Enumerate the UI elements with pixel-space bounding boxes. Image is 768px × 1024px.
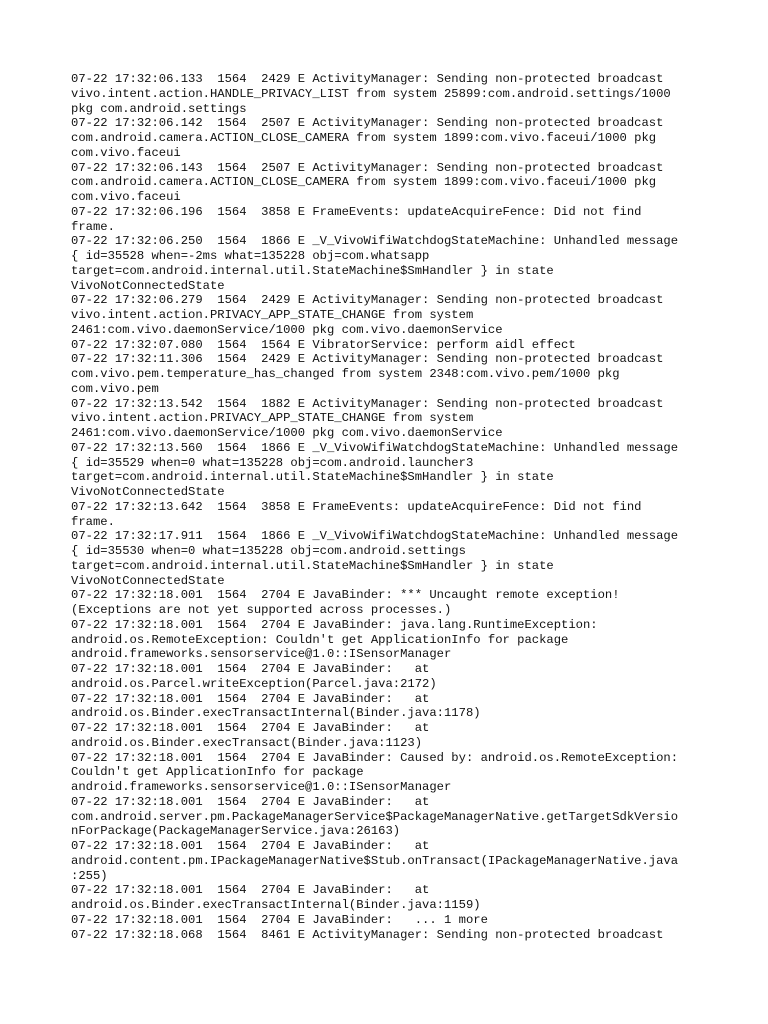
log-line: frame. (71, 219, 115, 234)
log-line: com.vivo.faceui (71, 190, 181, 204)
log-line: 07-22 17:32:06.196 1564 3858 E FrameEvents: updateAcquireFence: Did not find (71, 204, 642, 219)
log-line: 07-22 17:32:13.642 1564 3858 E FrameEvents: updateAcquireFence: Did not find (71, 499, 642, 514)
log-line: 07-22 17:32:06.143 1564 2507 E ActivityManager: Sending non-protected broadcast (71, 160, 664, 175)
log-line: android.os.Binder.execTransactInternal(Binder.java:1159) (71, 898, 481, 912)
log-line: 07-22 17:32:18.001 1564 2704 E JavaBinder: at (71, 883, 430, 898)
log-line: VivoNotConnectedState (71, 485, 225, 499)
log-line: 07-22 17:32:13.560 1564 1866 E _V_VivoWifiWatchdogStateMachine: Unhandled message (71, 440, 679, 455)
log-line: com.android.camera.ACTION_CLOSE_CAMERA from system 1899:com.vivo.faceui/1000 pkg (71, 175, 657, 190)
log-line: android.os.Binder.execTransact(Binder.java:1123) (71, 735, 423, 750)
log-line: { id=35528 when=-2ms what=135228 obj=com.whatsapp (71, 249, 430, 263)
log-document (71, 72, 701, 942)
log-line: com.android.server.pm.PackageManagerService$PackageManagerNative.getTargetSdkVersio (71, 809, 679, 824)
log-line: 07-22 17:32:18.001 1564 2704 E JavaBinder: at (71, 839, 430, 853)
log-line: target=com.android.internal.util.StateMachine$SmHandler } in state (71, 470, 554, 485)
log-line: vivo.intent.action.HANDLE_PRIVACY_LIST from system 25899:com.android.settings/1000 (71, 86, 671, 101)
log-line: frame. (71, 514, 115, 529)
log-line: 07-22 17:32:11.306 1564 2429 E ActivityManager: Sending non-protected broadcast (71, 352, 664, 367)
log-line: android.os.Binder.execTransactInternal(Binder.java:1178) (71, 706, 481, 721)
log-line: :255) (71, 868, 108, 883)
log-line: com.vivo.faceui (71, 145, 181, 160)
log-line: android.os.Parcel.writeException(Parcel.java:2172) (71, 676, 437, 691)
log-line: android.frameworks.sensorservice@1.0::ISensorManager (71, 647, 452, 662)
log-line: VivoNotConnectedState (71, 573, 225, 588)
log-line: 07-22 17:32:18.001 1564 2704 E JavaBinder: at (71, 794, 430, 809)
log-line: 07-22 17:32:18.001 1564 2704 E JavaBinder: at (71, 691, 430, 706)
log-line: 07-22 17:32:17.911 1564 1866 E _V_VivoWifiWatchdogStateMachine: Unhandled message (71, 529, 679, 544)
log-line: target=com.android.internal.util.StateMachine$SmHandler } in state (71, 263, 554, 278)
log-line: VivoNotConnectedState (71, 278, 225, 293)
log-line: 07-22 17:32:18.001 1564 2704 E JavaBinder: at (71, 721, 430, 735)
log-line: 07-22 17:32:18.001 1564 2704 E JavaBinder: *** Uncaught remote exception! (71, 588, 620, 603)
log-line: nForPackage(PackageManagerService.java:26163) (71, 824, 401, 839)
log-line: com.vivo.pem (71, 381, 159, 396)
log-line: 07-22 17:32:18.001 1564 2704 E JavaBinder: Caused by: android.os.RemoteException: (71, 750, 679, 765)
log-line: 07-22 17:32:18.068 1564 8461 E ActivityManager: Sending non-protected broadcast (71, 927, 664, 942)
log-line: 2461:com.vivo.daemonService/1000 pkg com.vivo.daemonService (71, 322, 503, 337)
log-line: 07-22 17:32:06.142 1564 2507 E ActivityManager: Sending non-protected broadcast (71, 116, 664, 131)
log-line: vivo.intent.action.PRIVACY_APP_STATE_CHANGE from system (71, 308, 474, 322)
log-line: android.frameworks.sensorservice@1.0::ISensorManager (71, 780, 452, 794)
log-line: (Exceptions are not yet supported across processes.) (71, 603, 452, 617)
log-line: pkg com.android.settings (71, 101, 247, 116)
log-line: android.content.pm.IPackageManagerNative$Stub.onTransact(IPackageManagerNative.java (71, 853, 679, 868)
log-line: 07-22 17:32:18.001 1564 2704 E JavaBinder: ... 1 more (71, 912, 488, 927)
log-line: 2461:com.vivo.daemonService/1000 pkg com.vivo.daemonService (71, 426, 503, 440)
log-line: target=com.android.internal.util.StateMachine$SmHandler } in state (71, 558, 554, 573)
log-line: com.android.camera.ACTION_CLOSE_CAMERA from system 1899:com.vivo.faceui/1000 pkg (71, 131, 657, 145)
log-line: com.vivo.pem.temperature_has_changed from system 2348:com.vivo.pem/1000 pkg (71, 367, 620, 381)
log-line: Couldn't get ApplicationInfo for package (71, 765, 364, 780)
log-line: 07-22 17:32:13.542 1564 1882 E ActivityManager: Sending non-protected broadcast (71, 396, 664, 411)
log-line: 07-22 17:32:18.001 1564 2704 E JavaBinder: at (71, 662, 430, 676)
log-line: 07-22 17:32:06.279 1564 2429 E ActivityManager: Sending non-protected broadcast (71, 293, 664, 308)
log-line: 07-22 17:32:06.250 1564 1866 E _V_VivoWifiWatchdogStateMachine: Unhandled message (71, 234, 679, 249)
log-line: vivo.intent.action.PRIVACY_APP_STATE_CHANGE from system (71, 411, 474, 426)
log-line: 07-22 17:32:06.133 1564 2429 E ActivityManager: Sending non-protected broadcast (71, 72, 664, 86)
log-line: { id=35529 when=0 what=135228 obj=com.android.launcher3 (71, 455, 474, 470)
log-line: 07-22 17:32:18.001 1564 2704 E JavaBinder: java.lang.RuntimeException: (71, 617, 598, 632)
log-line: android.os.RemoteException: Couldn't get ApplicationInfo for package (71, 632, 569, 647)
log-line: { id=35530 when=0 what=135228 obj=com.android.settings (71, 544, 466, 558)
log-line: 07-22 17:32:07.080 1564 1564 E VibratorService: perform aidl effect (71, 337, 576, 352)
